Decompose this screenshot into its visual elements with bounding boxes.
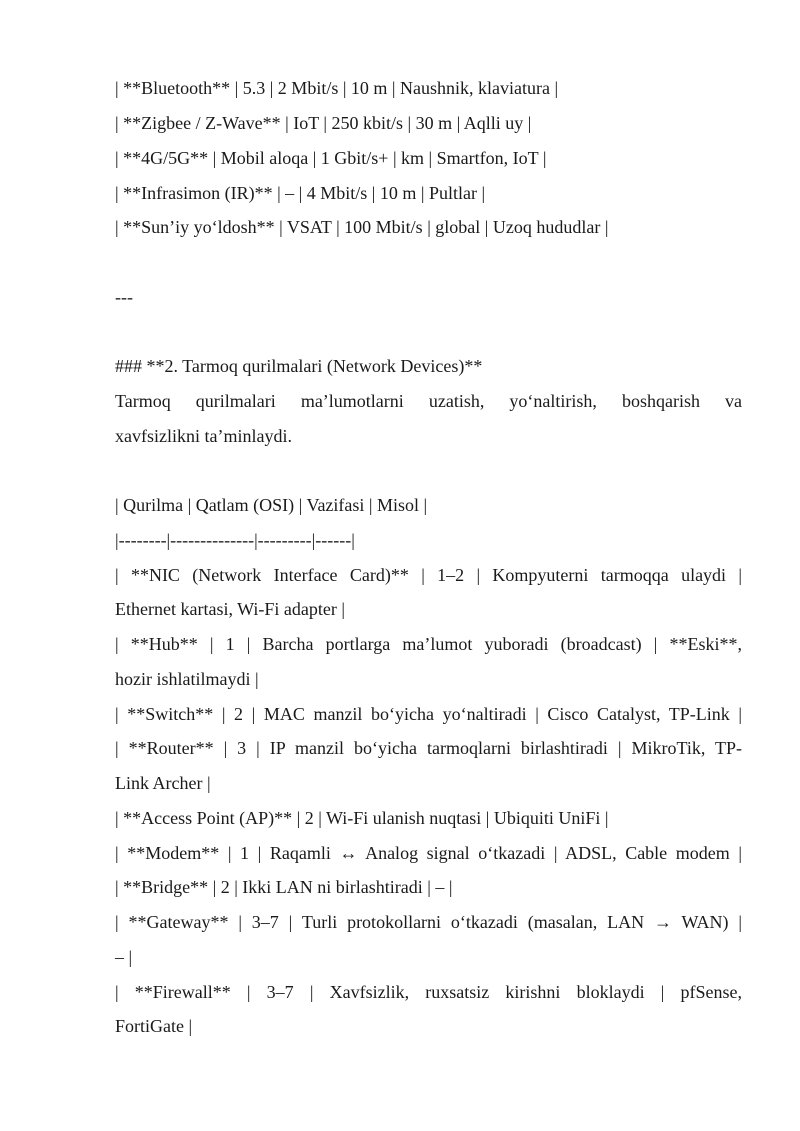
table-row-bridge: | **Bridge** | 2 | Ikki LAN ni birlashtiradi | – | <box>115 877 453 897</box>
table-separator-row: |--------|--------------|---------|------| <box>115 530 355 550</box>
table-row-firewall: | **Firewall** | 3–7 | Xavfsizlik, ruxsatsiz kirishni bloklaydi | pfSense, <box>115 982 742 1002</box>
section-heading: ### **2. Tarmoq qurilmalari (Network Devices)** <box>115 356 483 376</box>
table-row-hub: | **Hub** | 1 | Barcha portlarga ma’lumot yuboradi (broadcast) | **Eski**, <box>115 634 742 654</box>
table-row-hub-continued: hozir ishlatilmaydi | <box>115 669 259 689</box>
table-header-row: | Qurilma | Qatlam (OSI) | Vazifasi | Misol | <box>115 495 428 515</box>
table-row-satellite: | **Sun’iy yo‘ldosh** | VSAT | 100 Mbit/s | global | Uzoq hududlar | <box>115 217 609 237</box>
table-row-zigbee: | **Zigbee / Z-Wave** | IoT | 250 kbit/s | 30 m | Aqlli uy | <box>115 113 532 133</box>
horizontal-rule-text: --- <box>115 287 133 307</box>
paragraph-line: Tarmoq qurilmalari ma’lumotlarni uzatish, yo‘naltirish, boshqarish va <box>115 391 742 411</box>
table-row-nic-continued: Ethernet kartasi, Wi-Fi adapter | <box>115 599 345 619</box>
table-row-router: | **Router** | 3 | IP manzil bo‘yicha tarmoqlarni birlashtiradi | MikroTik, TP- <box>115 738 742 758</box>
table-row-firewall-continued: FortiGate | <box>115 1016 193 1036</box>
table-row-router-continued: Link Archer | <box>115 773 211 793</box>
table-row-nic: | **NIC (Network Interface Card)** | 1–2 | Kompyuterni tarmoqqa ulaydi | <box>115 565 742 585</box>
table-row-modem: | **Modem** | 1 | Raqamli ↔ Analog signal o‘tkazadi | ADSL, Cable modem | <box>115 843 742 863</box>
table-row-switch: | **Switch** | 2 | MAC manzil bo‘yicha yo‘naltiradi | Cisco Catalyst, TP-Link | <box>115 704 742 724</box>
table-row-4g5g: | **4G/5G** | Mobil aloqa | 1 Gbit/s+ | km | Smartfon, IoT | <box>115 148 547 168</box>
paragraph-line: xavfsizlikni ta’minlaydi. <box>115 426 292 446</box>
table-row-access-point: | **Access Point (AP)** | 2 | Wi-Fi ulanish nuqtasi | Ubiquiti UniFi | <box>115 808 609 828</box>
table-row-infrared: | **Infrasimon (IR)** | – | 4 Mbit/s | 10 m | Pultlar | <box>115 183 486 203</box>
table-row-gateway-continued: – | <box>115 947 133 967</box>
table-row-gateway: | **Gateway** | 3–7 | Turli protokollarni o‘tkazadi (masalan, LAN → WAN) | <box>115 912 742 932</box>
table-row-bluetooth: | **Bluetooth** | 5.3 | 2 Mbit/s | 10 m | Naushnik, klaviatura | <box>115 78 559 98</box>
